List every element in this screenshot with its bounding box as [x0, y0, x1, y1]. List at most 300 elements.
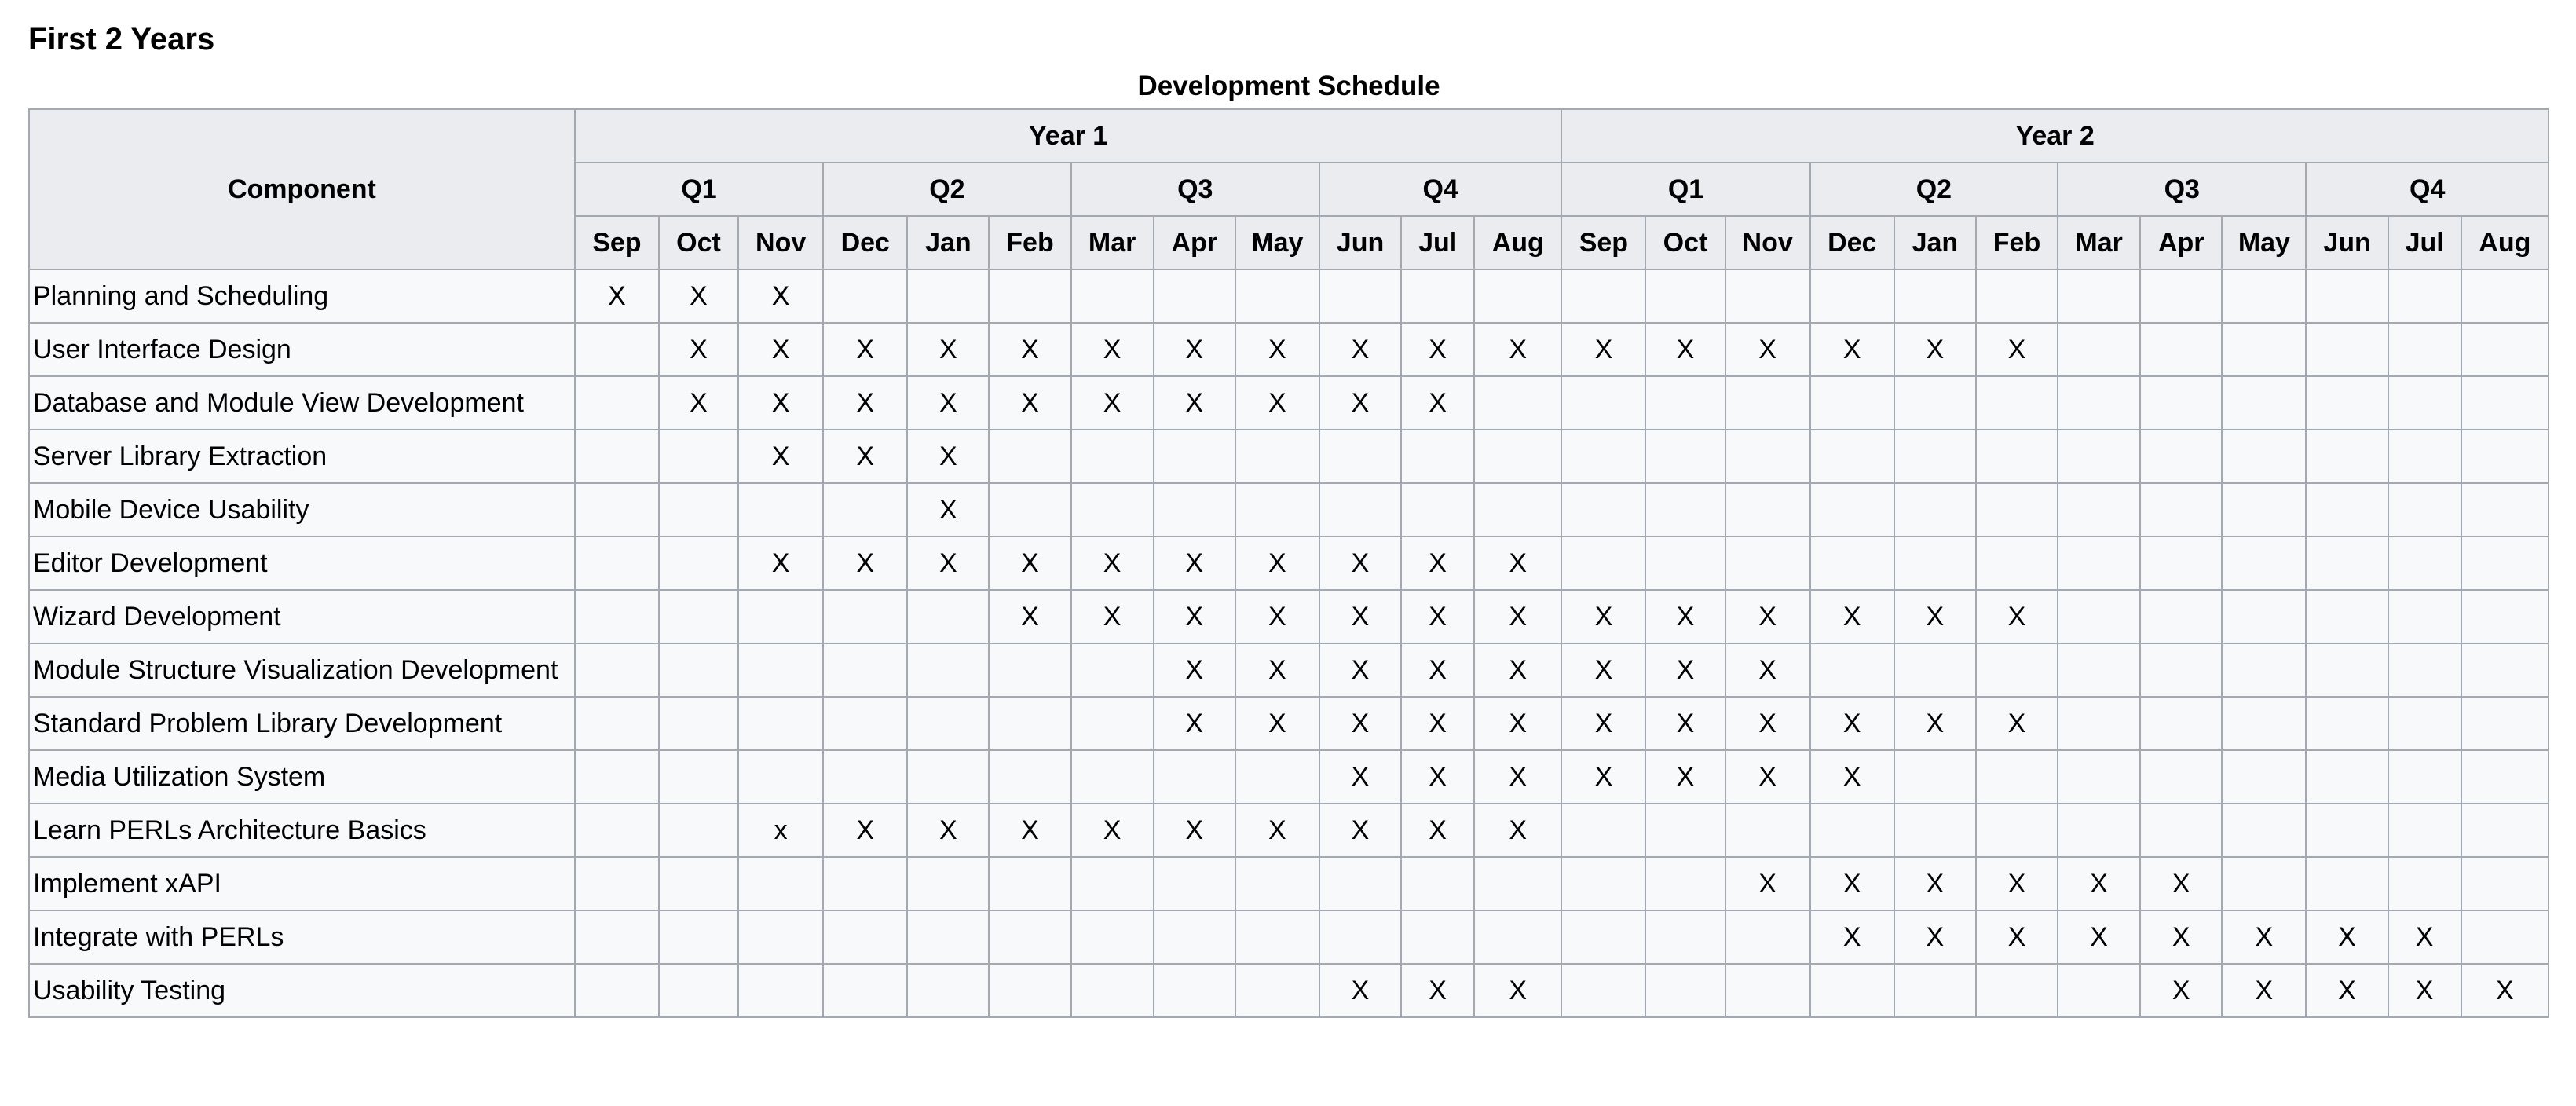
table-row: [29, 910, 2549, 964]
schedule-cell: [2058, 964, 2140, 1017]
month-header: Sep: [1561, 216, 1645, 269]
schedule-cell: X: [1561, 323, 1645, 376]
schedule-cell: X: [2058, 857, 2140, 910]
schedule-cell: [659, 643, 738, 697]
development-schedule-table: [28, 64, 2549, 1018]
table-row: [29, 430, 2549, 483]
schedule-cell: [1894, 269, 1976, 323]
schedule-cell: X: [1154, 697, 1235, 750]
schedule-cell: [1645, 964, 1725, 1017]
schedule-cell: X: [738, 537, 823, 590]
schedule-cell: [2388, 430, 2461, 483]
month-header: Feb: [989, 216, 1070, 269]
table-row: [29, 376, 2549, 430]
schedule-cell: [1319, 910, 1401, 964]
schedule-cell: X: [1319, 590, 1401, 643]
schedule-cell: X: [1474, 804, 1561, 857]
table-row: [29, 643, 2549, 697]
schedule-cell: [2306, 376, 2388, 430]
schedule-cell: [989, 643, 1070, 697]
schedule-cell: [1235, 910, 1319, 964]
schedule-cell: [907, 750, 989, 804]
schedule-cell: X: [907, 323, 989, 376]
schedule-cell: [2140, 643, 2222, 697]
schedule-cell: [1071, 910, 1154, 964]
schedule-cell: [1561, 804, 1645, 857]
schedule-cell: [1071, 483, 1154, 537]
schedule-cell: [738, 483, 823, 537]
schedule-cell: X: [907, 483, 989, 537]
schedule-cell: X: [1561, 750, 1645, 804]
year-header: Year 1: [575, 109, 1562, 163]
schedule-cell: [1645, 804, 1725, 857]
component-name: User Interface Design: [29, 323, 575, 376]
schedule-cell: [823, 910, 907, 964]
schedule-cell: [575, 804, 659, 857]
month-header: Nov: [738, 216, 823, 269]
schedule-cell: X: [907, 376, 989, 430]
quarter-header: Q3: [1071, 163, 1319, 216]
schedule-cell: X: [659, 269, 738, 323]
schedule-cell: X: [575, 269, 659, 323]
quarter-header: Q4: [2306, 163, 2549, 216]
schedule-cell: X: [1401, 537, 1474, 590]
month-header: May: [2222, 216, 2306, 269]
schedule-cell: X: [1401, 697, 1474, 750]
schedule-cell: [659, 857, 738, 910]
schedule-cell: [1474, 430, 1561, 483]
schedule-cell: [1561, 537, 1645, 590]
schedule-cell: [2058, 590, 2140, 643]
schedule-cell: X: [1810, 590, 1894, 643]
month-header: Oct: [1645, 216, 1725, 269]
schedule-cell: [1474, 483, 1561, 537]
table-caption: Development Schedule: [1137, 71, 1440, 101]
schedule-cell: X: [1401, 376, 1474, 430]
component-name: Server Library Extraction: [29, 430, 575, 483]
schedule-cell: [659, 964, 738, 1017]
schedule-cell: [1894, 804, 1976, 857]
component-name: Database and Module View Development: [29, 376, 575, 430]
schedule-cell: [1725, 430, 1810, 483]
schedule-cell: X: [1725, 643, 1810, 697]
schedule-cell: [2306, 804, 2388, 857]
month-header: Jan: [1894, 216, 1976, 269]
schedule-cell: [2222, 857, 2306, 910]
month-header: Jul: [1401, 216, 1474, 269]
quarter-header: Q1: [1561, 163, 1809, 216]
schedule-cell: [1235, 857, 1319, 910]
month-header: Sep: [575, 216, 659, 269]
schedule-cell: X: [1319, 376, 1401, 430]
schedule-cell: [2058, 643, 2140, 697]
schedule-cell: X: [2461, 964, 2549, 1017]
schedule-cell: [2461, 269, 2549, 323]
schedule-cell: X: [823, 323, 907, 376]
schedule-cell: [2461, 430, 2549, 483]
schedule-cell: [1810, 430, 1894, 483]
schedule-cell: [1894, 643, 1976, 697]
component-name: Mobile Device Usability: [29, 483, 575, 537]
schedule-cell: [1071, 697, 1154, 750]
schedule-cell: X: [1561, 697, 1645, 750]
schedule-cell: [2140, 750, 2222, 804]
schedule-cell: [2388, 269, 2461, 323]
schedule-cell: [1401, 910, 1474, 964]
schedule-cell: [907, 964, 989, 1017]
schedule-cell: X: [1474, 964, 1561, 1017]
schedule-cell: [659, 430, 738, 483]
schedule-cell: [823, 857, 907, 910]
schedule-cell: X: [1071, 804, 1154, 857]
schedule-cell: [1474, 857, 1561, 910]
schedule-cell: X: [738, 376, 823, 430]
schedule-cell: [823, 964, 907, 1017]
schedule-cell: [1976, 376, 2058, 430]
schedule-cell: [575, 857, 659, 910]
schedule-cell: [907, 269, 989, 323]
schedule-cell: [1071, 857, 1154, 910]
schedule-cell: [1894, 964, 1976, 1017]
schedule-cell: [1894, 483, 1976, 537]
schedule-cell: X: [1894, 697, 1976, 750]
schedule-cell: [2140, 590, 2222, 643]
schedule-cell: X: [907, 804, 989, 857]
schedule-cell: X: [907, 537, 989, 590]
schedule-cell: [2222, 590, 2306, 643]
schedule-cell: [2461, 483, 2549, 537]
schedule-cell: [1645, 910, 1725, 964]
schedule-cell: X: [1235, 323, 1319, 376]
component-name: Module Structure Visualization Development: [29, 643, 575, 697]
schedule-cell: [2461, 376, 2549, 430]
schedule-cell: X: [1235, 697, 1319, 750]
schedule-cell: [2306, 750, 2388, 804]
schedule-cell: [575, 323, 659, 376]
schedule-cell: [1810, 964, 1894, 1017]
schedule-cell: X: [2388, 910, 2461, 964]
schedule-cell: [1976, 804, 2058, 857]
schedule-cell: [823, 483, 907, 537]
schedule-cell: [2388, 376, 2461, 430]
year-header: Year 2: [1561, 109, 2549, 163]
schedule-cell: [2058, 430, 2140, 483]
schedule-cell: X: [1319, 697, 1401, 750]
schedule-cell: X: [738, 323, 823, 376]
schedule-cell: [2058, 537, 2140, 590]
schedule-cell: [1894, 376, 1976, 430]
schedule-cell: [1645, 857, 1725, 910]
schedule-cell: X: [2306, 910, 2388, 964]
schedule-cell: [1810, 804, 1894, 857]
schedule-cell: [1645, 430, 1725, 483]
schedule-cell: X: [989, 537, 1070, 590]
schedule-cell: [2461, 537, 2549, 590]
schedule-cell: X: [2388, 964, 2461, 1017]
schedule-cell: [1319, 857, 1401, 910]
schedule-cell: [1894, 537, 1976, 590]
schedule-cell: [2306, 269, 2388, 323]
schedule-cell: [1474, 376, 1561, 430]
schedule-cell: X: [1154, 590, 1235, 643]
schedule-cell: [1725, 269, 1810, 323]
schedule-cell: [575, 697, 659, 750]
schedule-cell: X: [1976, 697, 2058, 750]
schedule-cell: [1976, 483, 2058, 537]
schedule-cell: X: [1894, 323, 1976, 376]
month-header: Jul: [2388, 216, 2461, 269]
table-row: [29, 537, 2549, 590]
schedule-cell: X: [1645, 750, 1725, 804]
quarter-header: Q2: [823, 163, 1070, 216]
schedule-cell: [2388, 804, 2461, 857]
schedule-cell: X: [1725, 857, 1810, 910]
schedule-cell: X: [989, 323, 1070, 376]
schedule-cell: X: [738, 430, 823, 483]
schedule-cell: [989, 430, 1070, 483]
schedule-cell: [1319, 483, 1401, 537]
schedule-cell: [1235, 430, 1319, 483]
schedule-cell: [659, 537, 738, 590]
schedule-cell: X: [1154, 804, 1235, 857]
schedule-cell: [2140, 430, 2222, 483]
schedule-cell: X: [1319, 750, 1401, 804]
table-row: [29, 590, 2549, 643]
month-header: Apr: [1154, 216, 1235, 269]
schedule-cell: [1645, 483, 1725, 537]
schedule-cell: [1976, 643, 2058, 697]
month-header: Apr: [2140, 216, 2222, 269]
schedule-cell: [659, 910, 738, 964]
schedule-cell: X: [1894, 910, 1976, 964]
schedule-cell: [2306, 323, 2388, 376]
schedule-cell: X: [1976, 857, 2058, 910]
schedule-cell: [1154, 910, 1235, 964]
schedule-cell: [1645, 376, 1725, 430]
schedule-cell: [1810, 537, 1894, 590]
table-row: [29, 857, 2549, 910]
schedule-cell: X: [1561, 590, 1645, 643]
schedule-cell: [2306, 643, 2388, 697]
schedule-cell: [1725, 964, 1810, 1017]
month-header: Feb: [1976, 216, 2058, 269]
schedule-cell: [2461, 857, 2549, 910]
schedule-cell: [2222, 430, 2306, 483]
schedule-cell: X: [989, 590, 1070, 643]
schedule-cell: [1319, 430, 1401, 483]
schedule-cell: [1810, 483, 1894, 537]
schedule-cell: [1645, 537, 1725, 590]
schedule-cell: X: [1401, 643, 1474, 697]
schedule-cell: X: [1154, 537, 1235, 590]
component-name: Integrate with PERLs: [29, 910, 575, 964]
month-header: Mar: [2058, 216, 2140, 269]
schedule-cell: X: [1071, 590, 1154, 643]
schedule-cell: X: [1319, 537, 1401, 590]
schedule-cell: [1401, 857, 1474, 910]
schedule-cell: [738, 857, 823, 910]
schedule-cell: X: [1474, 643, 1561, 697]
schedule-cell: X: [823, 537, 907, 590]
schedule-cell: [2058, 376, 2140, 430]
component-name: Media Utilization System: [29, 750, 575, 804]
schedule-cell: [1976, 269, 2058, 323]
schedule-cell: [1319, 269, 1401, 323]
schedule-cell: X: [1235, 643, 1319, 697]
schedule-cell: [989, 697, 1070, 750]
month-header: Oct: [659, 216, 738, 269]
schedule-cell: [1810, 643, 1894, 697]
schedule-cell: X: [907, 430, 989, 483]
schedule-cell: X: [1645, 643, 1725, 697]
schedule-cell: [1401, 483, 1474, 537]
schedule-cell: [1645, 269, 1725, 323]
schedule-cell: [1154, 964, 1235, 1017]
schedule-cell: [575, 430, 659, 483]
schedule-cell: [738, 643, 823, 697]
schedule-cell: [907, 697, 989, 750]
schedule-cell: X: [1474, 750, 1561, 804]
month-header: Dec: [823, 216, 907, 269]
schedule-cell: X: [1725, 323, 1810, 376]
schedule-cell: X: [2222, 964, 2306, 1017]
schedule-cell: [2461, 697, 2549, 750]
schedule-cell: X: [2306, 964, 2388, 1017]
schedule-cell: X: [2140, 857, 2222, 910]
component-name: Implement xAPI: [29, 857, 575, 910]
schedule-cell: [989, 910, 1070, 964]
schedule-cell: X: [1235, 804, 1319, 857]
schedule-cell: [1071, 750, 1154, 804]
schedule-cell: [1561, 269, 1645, 323]
schedule-cell: [1474, 269, 1561, 323]
component-name: Standard Problem Library Development: [29, 697, 575, 750]
schedule-cell: [2140, 483, 2222, 537]
schedule-cell: [1561, 910, 1645, 964]
schedule-cell: [2461, 804, 2549, 857]
month-header: Nov: [1725, 216, 1810, 269]
schedule-cell: X: [1154, 376, 1235, 430]
schedule-cell: X: [1071, 323, 1154, 376]
schedule-cell: [1235, 964, 1319, 1017]
schedule-cell: [1235, 483, 1319, 537]
schedule-cell: [1810, 269, 1894, 323]
schedule-cell: [738, 697, 823, 750]
schedule-cell: [823, 697, 907, 750]
schedule-cell: [1725, 910, 1810, 964]
component-column-header: Component: [29, 109, 575, 269]
schedule-cell: X: [1725, 697, 1810, 750]
schedule-cell: X: [1645, 697, 1725, 750]
quarter-header: Q3: [2058, 163, 2306, 216]
schedule-cell: X: [1071, 376, 1154, 430]
quarter-header: Q2: [1810, 163, 2058, 216]
month-header: Aug: [2461, 216, 2549, 269]
schedule-cell: [1810, 376, 1894, 430]
schedule-cell: X: [1810, 323, 1894, 376]
schedule-cell: [1725, 804, 1810, 857]
schedule-body: [29, 269, 2549, 1017]
schedule-cell: X: [2058, 910, 2140, 964]
schedule-cell: [738, 964, 823, 1017]
schedule-cell: X: [1401, 323, 1474, 376]
schedule-cell: [1071, 430, 1154, 483]
schedule-cell: [575, 537, 659, 590]
schedule-cell: [1154, 857, 1235, 910]
month-header: Aug: [1474, 216, 1561, 269]
schedule-cell: X: [1401, 750, 1474, 804]
schedule-cell: X: [1474, 697, 1561, 750]
schedule-cell: [1474, 910, 1561, 964]
schedule-cell: X: [1235, 590, 1319, 643]
schedule-cell: [2058, 269, 2140, 323]
schedule-cell: [2058, 697, 2140, 750]
schedule-cell: X: [1319, 323, 1401, 376]
schedule-cell: [1154, 269, 1235, 323]
schedule-cell: [2388, 483, 2461, 537]
schedule-cell: [2058, 323, 2140, 376]
schedule-cell: [738, 910, 823, 964]
schedule-cell: [1071, 643, 1154, 697]
schedule-cell: [989, 857, 1070, 910]
component-name: Editor Development: [29, 537, 575, 590]
schedule-cell: [2058, 750, 2140, 804]
schedule-cell: [2461, 323, 2549, 376]
schedule-cell: [2388, 697, 2461, 750]
schedule-cell: X: [2140, 910, 2222, 964]
component-name: Learn PERLs Architecture Basics: [29, 804, 575, 857]
schedule-cell: X: [1154, 643, 1235, 697]
schedule-cell: [1976, 430, 2058, 483]
schedule-cell: X: [1976, 323, 2058, 376]
schedule-cell: X: [1401, 804, 1474, 857]
schedule-cell: [1235, 269, 1319, 323]
schedule-cell: [1154, 750, 1235, 804]
table-row: [29, 697, 2549, 750]
schedule-cell: [2058, 483, 2140, 537]
month-header: Jan: [907, 216, 989, 269]
schedule-cell: [659, 804, 738, 857]
schedule-cell: X: [1235, 376, 1319, 430]
schedule-cell: X: [1474, 590, 1561, 643]
schedule-cell: X: [1319, 643, 1401, 697]
schedule-cell: [2306, 430, 2388, 483]
schedule-cell: X: [989, 804, 1070, 857]
schedule-cell: X: [2222, 910, 2306, 964]
schedule-cell: [2140, 376, 2222, 430]
schedule-cell: [659, 697, 738, 750]
schedule-cell: X: [1645, 323, 1725, 376]
schedule-cell: X: [1071, 537, 1154, 590]
schedule-cell: X: [1894, 857, 1976, 910]
quarter-header: Q1: [575, 163, 823, 216]
schedule-cell: [2140, 697, 2222, 750]
schedule-cell: [659, 590, 738, 643]
schedule-cell: X: [1561, 643, 1645, 697]
schedule-cell: X: [1474, 537, 1561, 590]
schedule-cell: [1561, 376, 1645, 430]
schedule-cell: X: [1319, 964, 1401, 1017]
schedule-cell: X: [1725, 590, 1810, 643]
schedule-cell: [1561, 430, 1645, 483]
schedule-cell: [2140, 323, 2222, 376]
component-name: Wizard Development: [29, 590, 575, 643]
schedule-cell: X: [823, 376, 907, 430]
schedule-cell: [1071, 964, 1154, 1017]
schedule-cell: X: [1810, 857, 1894, 910]
quarter-header: Q4: [1319, 163, 1561, 216]
schedule-cell: [2388, 643, 2461, 697]
